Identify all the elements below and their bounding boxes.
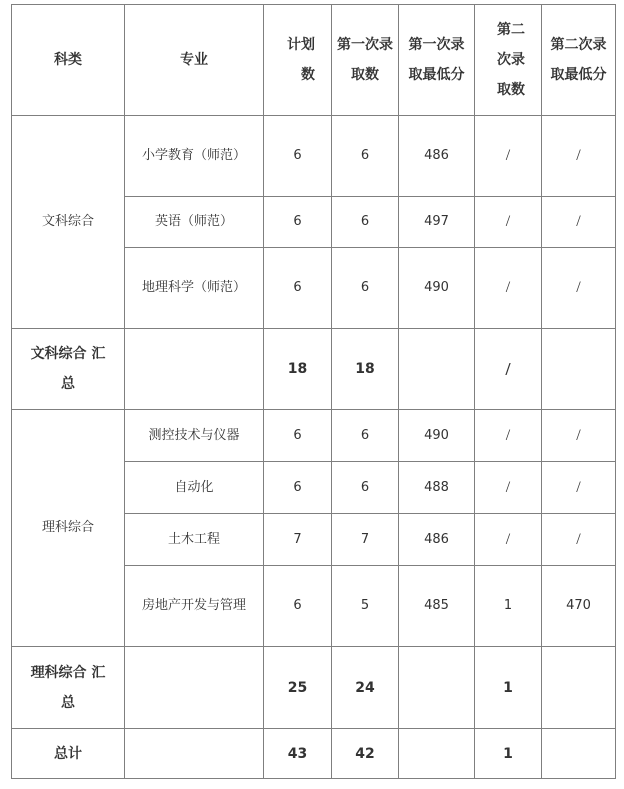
second-admit-cell: 1 (475, 566, 542, 647)
second-min-cell: 470 (542, 566, 616, 647)
empty-cell (542, 729, 616, 779)
empty-cell (399, 329, 475, 410)
second-min-cell: / (542, 116, 616, 197)
major-cell: 测控技术与仪器 (125, 410, 264, 462)
first-admit-cell: 6 (332, 197, 399, 248)
first-min-cell: 485 (399, 566, 475, 647)
total-plan: 43 (264, 729, 332, 779)
major-cell: 英语（师范） (125, 197, 264, 248)
major-cell: 地理科学（师范） (125, 248, 264, 329)
header-second-admit: 第二次录取数 (475, 5, 542, 116)
first-admit-cell: 5 (332, 566, 399, 647)
subtotal-label: 理科综合 汇总 (12, 647, 125, 729)
empty-cell (125, 729, 264, 779)
second-min-cell: / (542, 248, 616, 329)
subtotal-label: 文科综合 汇总 (12, 329, 125, 410)
second-admit-cell: / (475, 514, 542, 566)
category-cell: 理科综合 (12, 410, 125, 647)
first-min-cell: 488 (399, 462, 475, 514)
header-plan: 计划数 (264, 5, 332, 116)
first-admit-cell: 7 (332, 514, 399, 566)
header-first-min: 第一次录取最低分 (399, 5, 475, 116)
total-first-admit: 42 (332, 729, 399, 779)
plan-cell: 6 (264, 197, 332, 248)
subtotal-second-admit: 1 (475, 647, 542, 729)
first-admit-cell: 6 (332, 248, 399, 329)
header-category: 科类 (12, 5, 125, 116)
first-min-cell: 497 (399, 197, 475, 248)
plan-cell: 6 (264, 566, 332, 647)
total-row (12, 729, 616, 779)
subtotal-plan: 18 (264, 329, 332, 410)
major-cell: 土木工程 (125, 514, 264, 566)
second-min-cell: / (542, 197, 616, 248)
first-min-cell: 490 (399, 410, 475, 462)
subtotal-row (12, 647, 616, 729)
total-label: 总计 (12, 729, 125, 779)
header-first-admit: 第一次录取数 (332, 5, 399, 116)
subtotal-row (12, 329, 616, 410)
first-min-cell: 486 (399, 514, 475, 566)
first-admit-cell: 6 (332, 462, 399, 514)
empty-cell (542, 647, 616, 729)
second-min-cell: / (542, 410, 616, 462)
total-second-admit: 1 (475, 729, 542, 779)
category-cell: 文科综合 (12, 116, 125, 329)
major-cell: 小学教育（师范） (125, 116, 264, 197)
plan-cell: 7 (264, 514, 332, 566)
empty-cell (399, 729, 475, 779)
second-admit-cell: / (475, 248, 542, 329)
major-cell: 自动化 (125, 462, 264, 514)
table-row (12, 116, 616, 197)
admission-table (11, 4, 616, 779)
header-second-min: 第二次录取最低分 (542, 5, 616, 116)
second-admit-cell: / (475, 410, 542, 462)
plan-cell: 6 (264, 462, 332, 514)
second-admit-cell: / (475, 116, 542, 197)
second-admit-cell: / (475, 462, 542, 514)
first-admit-cell: 6 (332, 116, 399, 197)
table-row (12, 410, 616, 462)
second-admit-cell: / (475, 197, 542, 248)
subtotal-second-admit: / (475, 329, 542, 410)
plan-cell: 6 (264, 248, 332, 329)
second-min-cell: / (542, 462, 616, 514)
second-min-cell: / (542, 514, 616, 566)
first-admit-cell: 6 (332, 410, 399, 462)
subtotal-first-admit: 24 (332, 647, 399, 729)
major-cell: 房地产开发与管理 (125, 566, 264, 647)
plan-cell: 6 (264, 116, 332, 197)
header-row (12, 5, 616, 116)
empty-cell (542, 329, 616, 410)
first-min-cell: 490 (399, 248, 475, 329)
empty-cell (399, 647, 475, 729)
empty-cell (125, 647, 264, 729)
subtotal-first-admit: 18 (332, 329, 399, 410)
first-min-cell: 486 (399, 116, 475, 197)
subtotal-plan: 25 (264, 647, 332, 729)
plan-cell: 6 (264, 410, 332, 462)
header-major: 专业 (125, 5, 264, 116)
empty-cell (125, 329, 264, 410)
